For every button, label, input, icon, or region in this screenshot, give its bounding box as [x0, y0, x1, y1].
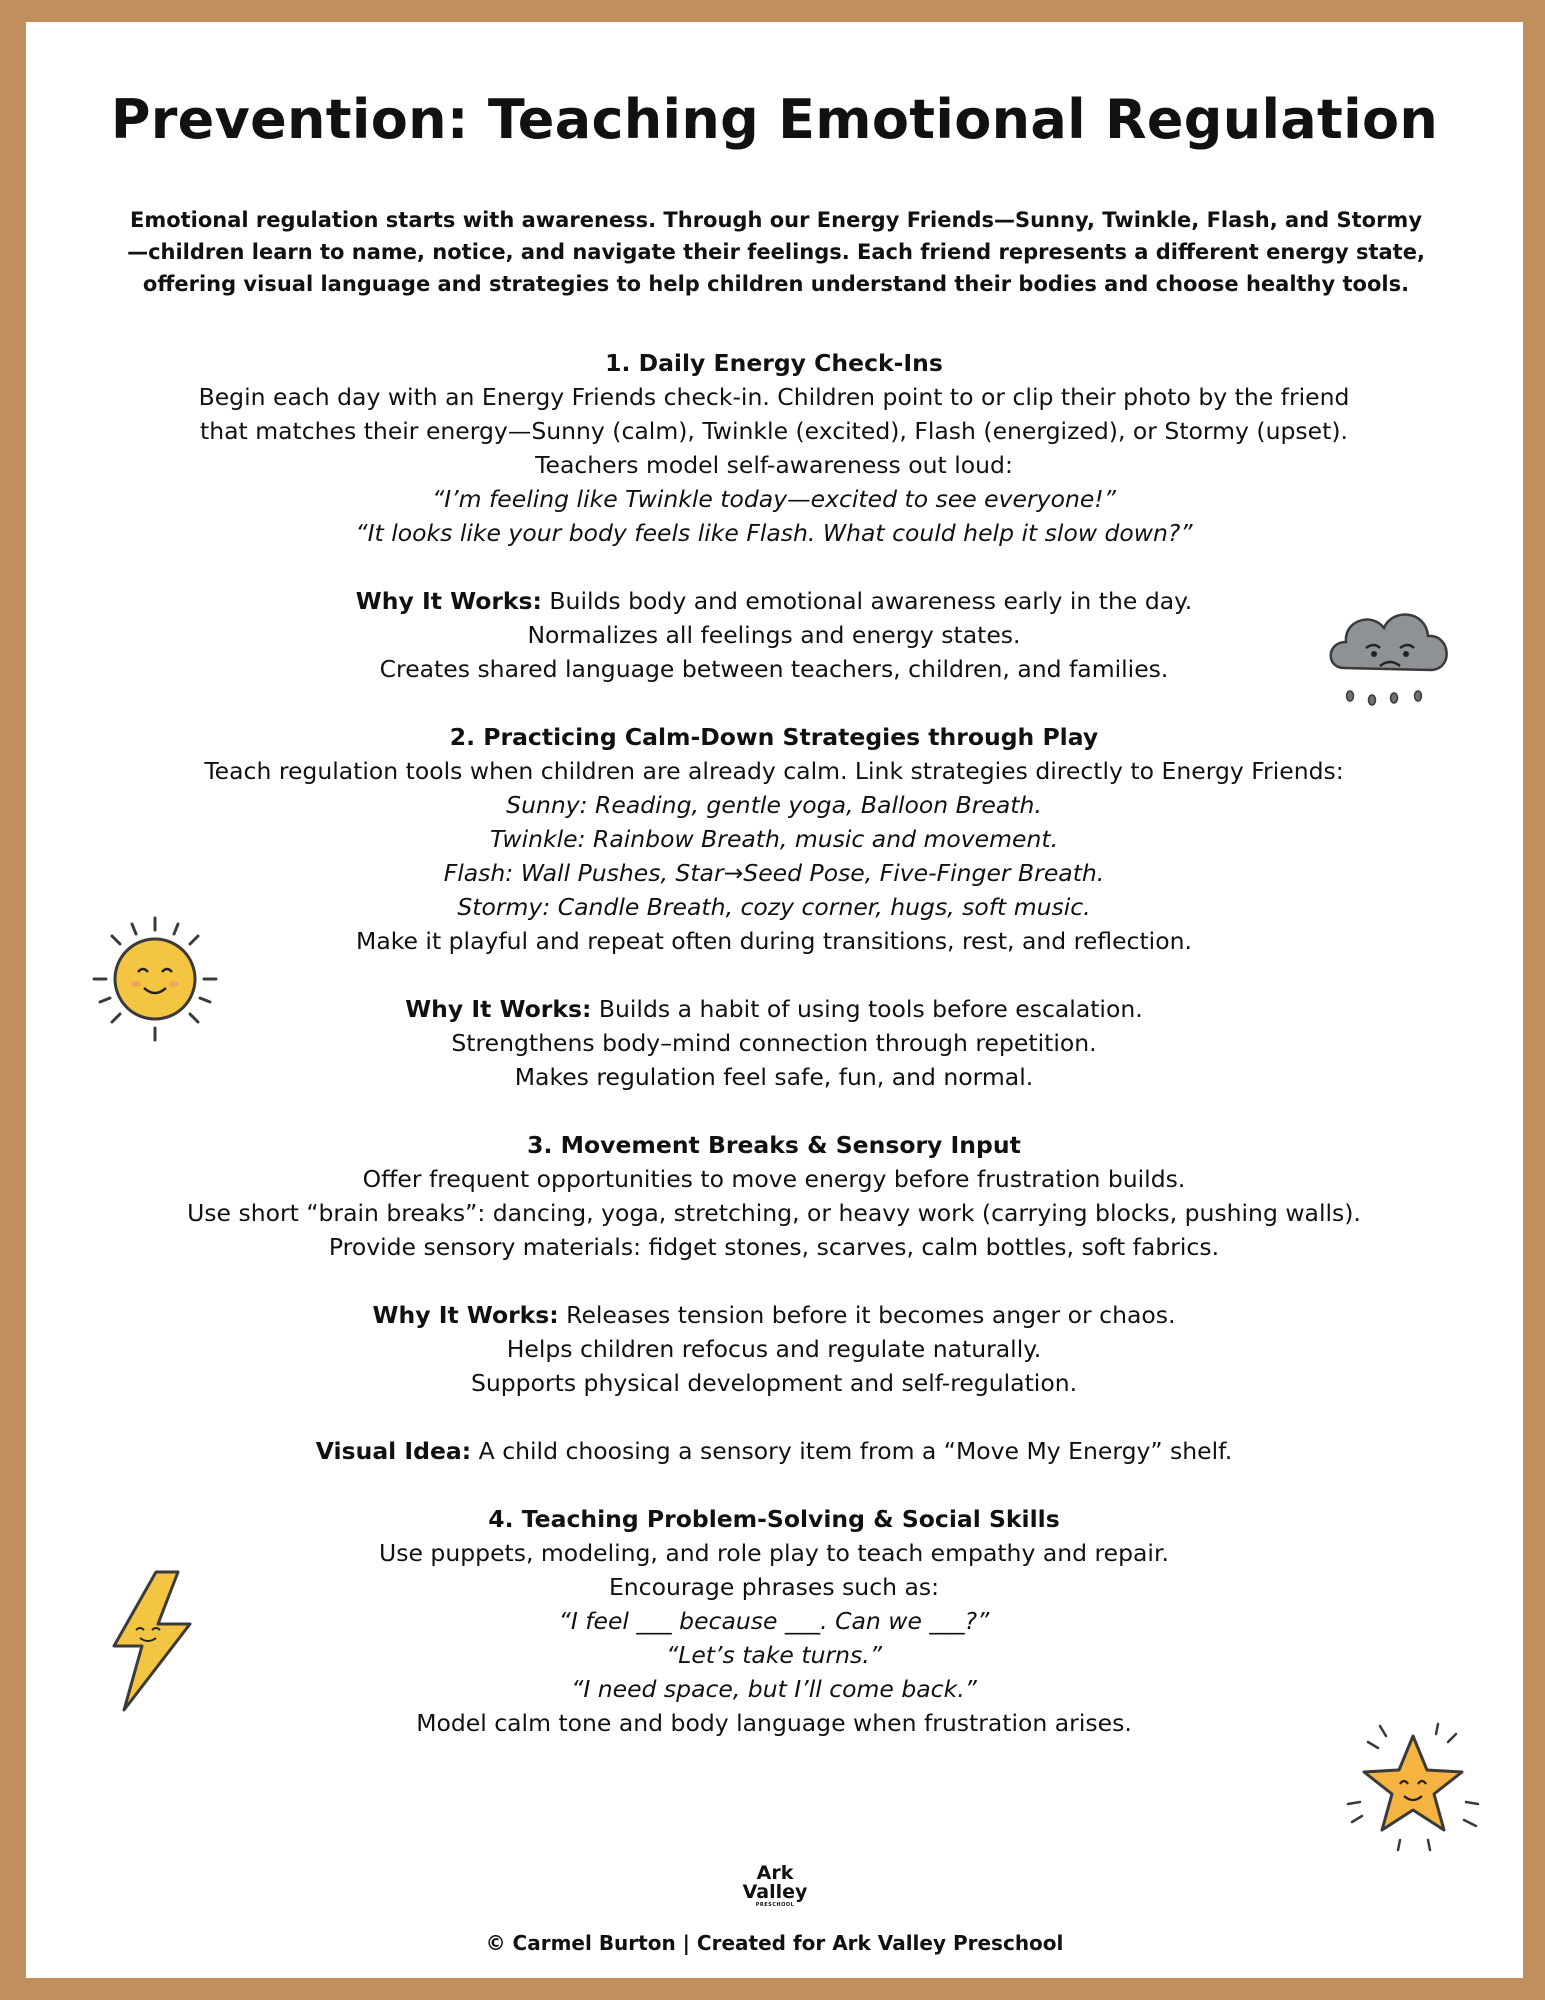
stormy-cloud-icon — [1322, 598, 1458, 718]
section-4-heading: 4. Teaching Problem-Solving & Social Skills — [488, 1505, 1060, 1533]
section-1-why-line: Creates shared language between teachers, children, and families. — [379, 655, 1169, 683]
twinkle-star-icon — [1338, 1712, 1488, 1862]
section-3-why — [176, 1298, 1372, 1332]
visual-idea-label: Visual Idea: — [315, 1437, 472, 1465]
flash-lightning-icon — [94, 1568, 204, 1716]
strategy-item: Stormy: Candle Breath, cozy corner, hugs, soft music. — [457, 893, 1091, 921]
why-text: Builds a habit of using tools before escalation. — [591, 995, 1143, 1023]
strategy-item: Sunny: Reading, gentle yoga, Balloon Breath. — [506, 791, 1042, 819]
section-2-why-line: Makes regulation feel safe, fun, and normal. — [514, 1063, 1034, 1091]
section-1-model-text: Teachers model self-awareness out loud: — [535, 451, 1013, 479]
visual-idea-text: A child choosing a sensory item from a “Move My Energy” shelf. — [471, 1437, 1233, 1465]
logo-subline: PRESCHOOL — [755, 1902, 795, 1908]
why-text: Releases tension before it becomes anger or chaos. — [558, 1301, 1176, 1329]
document-page — [26, 22, 1523, 1978]
section-4-quote: “Let’s take turns.” — [666, 1641, 882, 1669]
why-label: Why It Works: — [355, 587, 542, 615]
logo-line: Valley — [742, 1881, 808, 1903]
footer-credit: © Carmel Burton | Created for Ark Valley Preschool — [485, 1931, 1064, 1955]
section-3-why-line: Helps children refocus and regulate naturally. — [506, 1335, 1042, 1363]
section-4-text: Model calm tone and body language when frustration arises. — [416, 1709, 1132, 1737]
why-label: Why It Works: — [405, 995, 592, 1023]
why-text: Builds body and emotional awareness early in the day. — [541, 587, 1193, 615]
section-3-text: Provide sensory materials: fidget stones, scarves, calm bottles, soft fabrics. — [328, 1233, 1220, 1261]
section-2-heading: 2. Practicing Calm-Down Strategies through Play — [449, 723, 1099, 751]
why-label: Why It Works: — [372, 1301, 559, 1329]
visual-idea — [176, 1434, 1372, 1468]
section-4-text: Encourage phrases such as: — [608, 1573, 940, 1601]
sunny-sun-icon — [88, 912, 222, 1046]
section-2-text: Make it playful and repeat often during transitions, rest, and reflection. — [356, 927, 1192, 955]
section-2-text: Teach regulation tools when children are already calm. Link strategies directly to Energy Friends: — [204, 757, 1344, 785]
section-3-heading: 3. Movement Breaks & Sensory Input — [527, 1131, 1021, 1159]
strategy-item: Twinkle: Rainbow Breath, music and movement. — [489, 825, 1059, 853]
section-3-text: Use short “brain breaks”: dancing, yoga, stretching, or heavy work (carrying blocks, pushing walls). — [187, 1199, 1361, 1227]
section-4-text: Use puppets, modeling, and role play to teach empathy and repair. — [379, 1539, 1169, 1567]
strategy-item: Flash: Wall Pushes, Star→Seed Pose, Five-Finger Breath. — [443, 859, 1105, 887]
section-1-why-line: Normalizes all feelings and energy states. — [527, 621, 1021, 649]
section-4-quote: “I need space, but I’ll come back.” — [571, 1675, 977, 1703]
section-1-heading: 1. Daily Energy Check-Ins — [605, 349, 943, 377]
intro-paragraph: Emotional regulation starts with awareness. Through our Energy Friends—Sunny, Twinkle, Flash, and Stormy—children learn to name, notice, and navigate their feelings. Each friend represents a different energy state, offering visual language and strategies to help children understand their bodies and choose healthy tools. — [127, 208, 1425, 296]
section-1-why — [176, 584, 1372, 618]
section-1-quote: “I’m feeling like Twinkle today—excited to see everyone!” — [432, 485, 1116, 513]
logo-line: Ark — [756, 1862, 794, 1884]
section-1-text: Begin each day with an Energy Friends check-in. Children point to or clip their photo by the friend that matches their energy—Sunny (calm), Twinkle (excited), Flash (energized), or Stormy (upset). — [198, 383, 1350, 445]
section-3-why-line: Supports physical development and self-regulation. — [470, 1369, 1078, 1397]
section-1-quote: “It looks like your body feels like Flash. What could help it slow down?” — [355, 519, 1193, 547]
section-3-text: Offer frequent opportunities to move energy before frustration builds. — [362, 1165, 1186, 1193]
section-2-why-line: Strengthens body–mind connection through repetition. — [451, 1029, 1097, 1057]
section-4-quote: “I feel ___ because ___. Can we ___?” — [558, 1607, 990, 1635]
content-body — [176, 346, 1372, 1740]
section-2-why — [176, 992, 1372, 1026]
page-title: Prevention: Teaching Emotional Regulation — [110, 88, 1439, 151]
ark-valley-logo — [740, 1864, 810, 1908]
